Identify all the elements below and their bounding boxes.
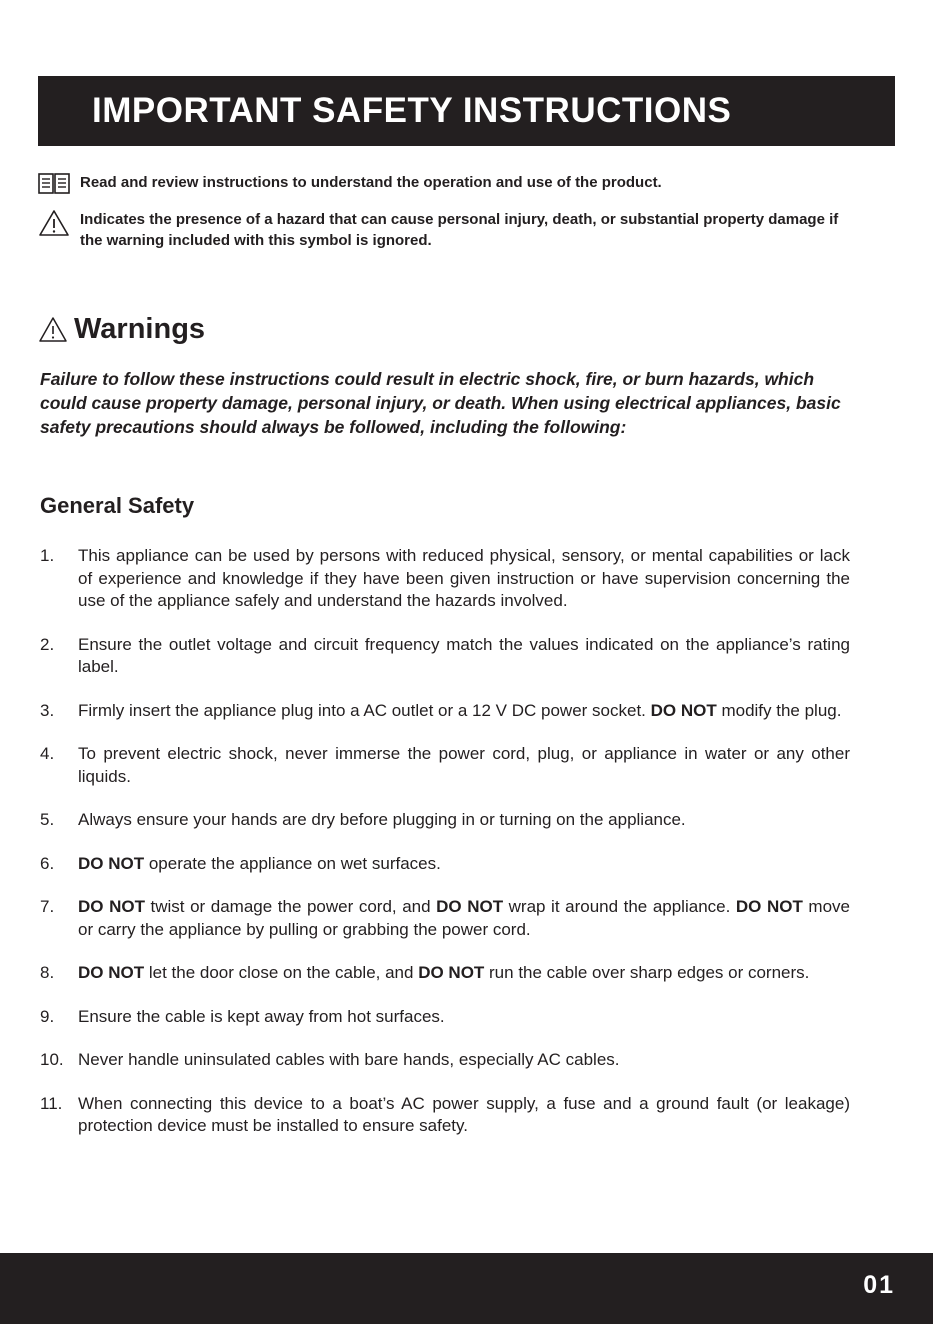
list-item-number: 2.: [40, 634, 55, 654]
list-item-number: 11.: [40, 1093, 63, 1113]
list-item-text: [78, 743, 850, 788]
emphasis-text: DO NOT: [436, 897, 504, 916]
text-segment: let the door close on the cable, and: [144, 963, 419, 982]
list-item-number: 8.: [40, 963, 55, 982]
legend-hazard: [38, 209, 858, 251]
text-segment: Firmly insert the appliance plug into a AC outlet or a 12 V DC power socket.: [78, 700, 651, 720]
list-item: [40, 1093, 850, 1138]
list-item-text: [78, 1049, 850, 1072]
warning-triangle-icon: [38, 209, 70, 237]
list-item-text: [78, 809, 850, 832]
text-segment: To prevent electric shock, never immerse the power cord, plug, or appliance in water or any other liquids.: [78, 744, 850, 786]
list-item: [40, 853, 850, 876]
list-item-text: [78, 1006, 850, 1029]
list-item: [40, 634, 850, 679]
emphasis-text: DO NOT: [650, 700, 717, 720]
emphasis-text: DO NOT: [78, 963, 145, 982]
legend-text: Indicates the presence of a hazard that can cause personal injury, death, or substantial property damage if the warning included with this symbol is ignored.: [80, 211, 839, 249]
list-item-number: 4.: [40, 744, 55, 763]
list-item-number: 9.: [40, 1006, 55, 1026]
list-item-number: 7.: [40, 897, 55, 916]
text-segment: When connecting this device to a boat’s AC power supply, a fuse and a ground fault (or leakage) protection device must be installed to ensure safety.: [78, 1093, 850, 1135]
legend-read-instructions: [38, 172, 662, 196]
emphasis-text: DO NOT: [418, 963, 485, 982]
book-icon: [38, 172, 70, 196]
list-item: [40, 743, 850, 788]
list-item-text: [78, 545, 850, 613]
list-item-text: [78, 700, 850, 723]
text-segment: operate the appliance on wet surfaces.: [144, 853, 441, 873]
text-segment: run the cable over sharp edges or corners.: [484, 963, 810, 982]
list-item-text: [78, 896, 850, 941]
list-item-number: 10.: [40, 1050, 64, 1069]
list-item: [40, 1006, 850, 1029]
warnings-intro: Failure to follow these instructions could result in electric shock, fire, or burn hazards, which could cause property damage, personal injury, or death. When using electrical appliances, basic safety precautions should always be followed, including the following:: [40, 369, 841, 437]
text-segment: Never handle uninsulated cables with bare hands, especially AC cables.: [78, 1050, 620, 1069]
page-number: 01: [863, 1271, 895, 1299]
list-item-number: 1.: [40, 546, 55, 565]
footer-bar: [0, 1253, 933, 1324]
general-safety-list: [40, 545, 850, 1159]
list-item: [40, 700, 850, 723]
text-segment: move or carry the appliance by pulling or grabbing the power cord.: [78, 897, 850, 939]
warnings-title: Warnings: [74, 313, 206, 345]
text-segment: modify the plug.: [716, 700, 842, 720]
text-segment: Always ensure your hands are dry before plugging in or turning on the appliance.: [78, 810, 686, 829]
list-item: [40, 1049, 850, 1072]
list-item-number: 3.: [40, 700, 55, 720]
legend-text: Read and review instructions to understand the operation and use of the product.: [80, 174, 662, 191]
title-bar: [38, 76, 895, 146]
general-safety-heading: General Safety: [40, 493, 195, 518]
emphasis-text: DO NOT: [78, 853, 145, 873]
text-segment: This appliance can be used by persons with reduced physical, sensory, or mental capabilities or lack of experience and knowledge if they have been given instruction or have supervision concerning the use of the appliance safely and understand the hazards involved.: [78, 546, 850, 610]
list-item-number: 6.: [40, 853, 55, 873]
list-item: [40, 545, 850, 613]
list-item-text: [78, 634, 850, 679]
list-item: [40, 896, 850, 941]
text-segment: twist or damage the power cord, and: [144, 897, 437, 916]
text-segment: Ensure the outlet voltage and circuit frequency match the values indicated on the appliance’s rating label.: [78, 634, 850, 676]
text-segment: wrap it around the appliance.: [503, 897, 736, 916]
list-item-text: [78, 1093, 850, 1138]
warning-triangle-icon: [38, 316, 68, 344]
list-item-text: [78, 853, 850, 876]
warnings-heading: [38, 313, 205, 346]
list-item: [40, 962, 850, 985]
emphasis-text: DO NOT: [735, 897, 803, 916]
emphasis-text: DO NOT: [78, 897, 145, 916]
page-title: IMPORTANT SAFETY INSTRUCTIONS: [92, 91, 732, 130]
list-item-text: [78, 962, 850, 985]
list-item-number: 5.: [40, 810, 55, 829]
list-item: [40, 809, 850, 832]
text-segment: Ensure the cable is kept away from hot surfaces.: [78, 1006, 445, 1026]
